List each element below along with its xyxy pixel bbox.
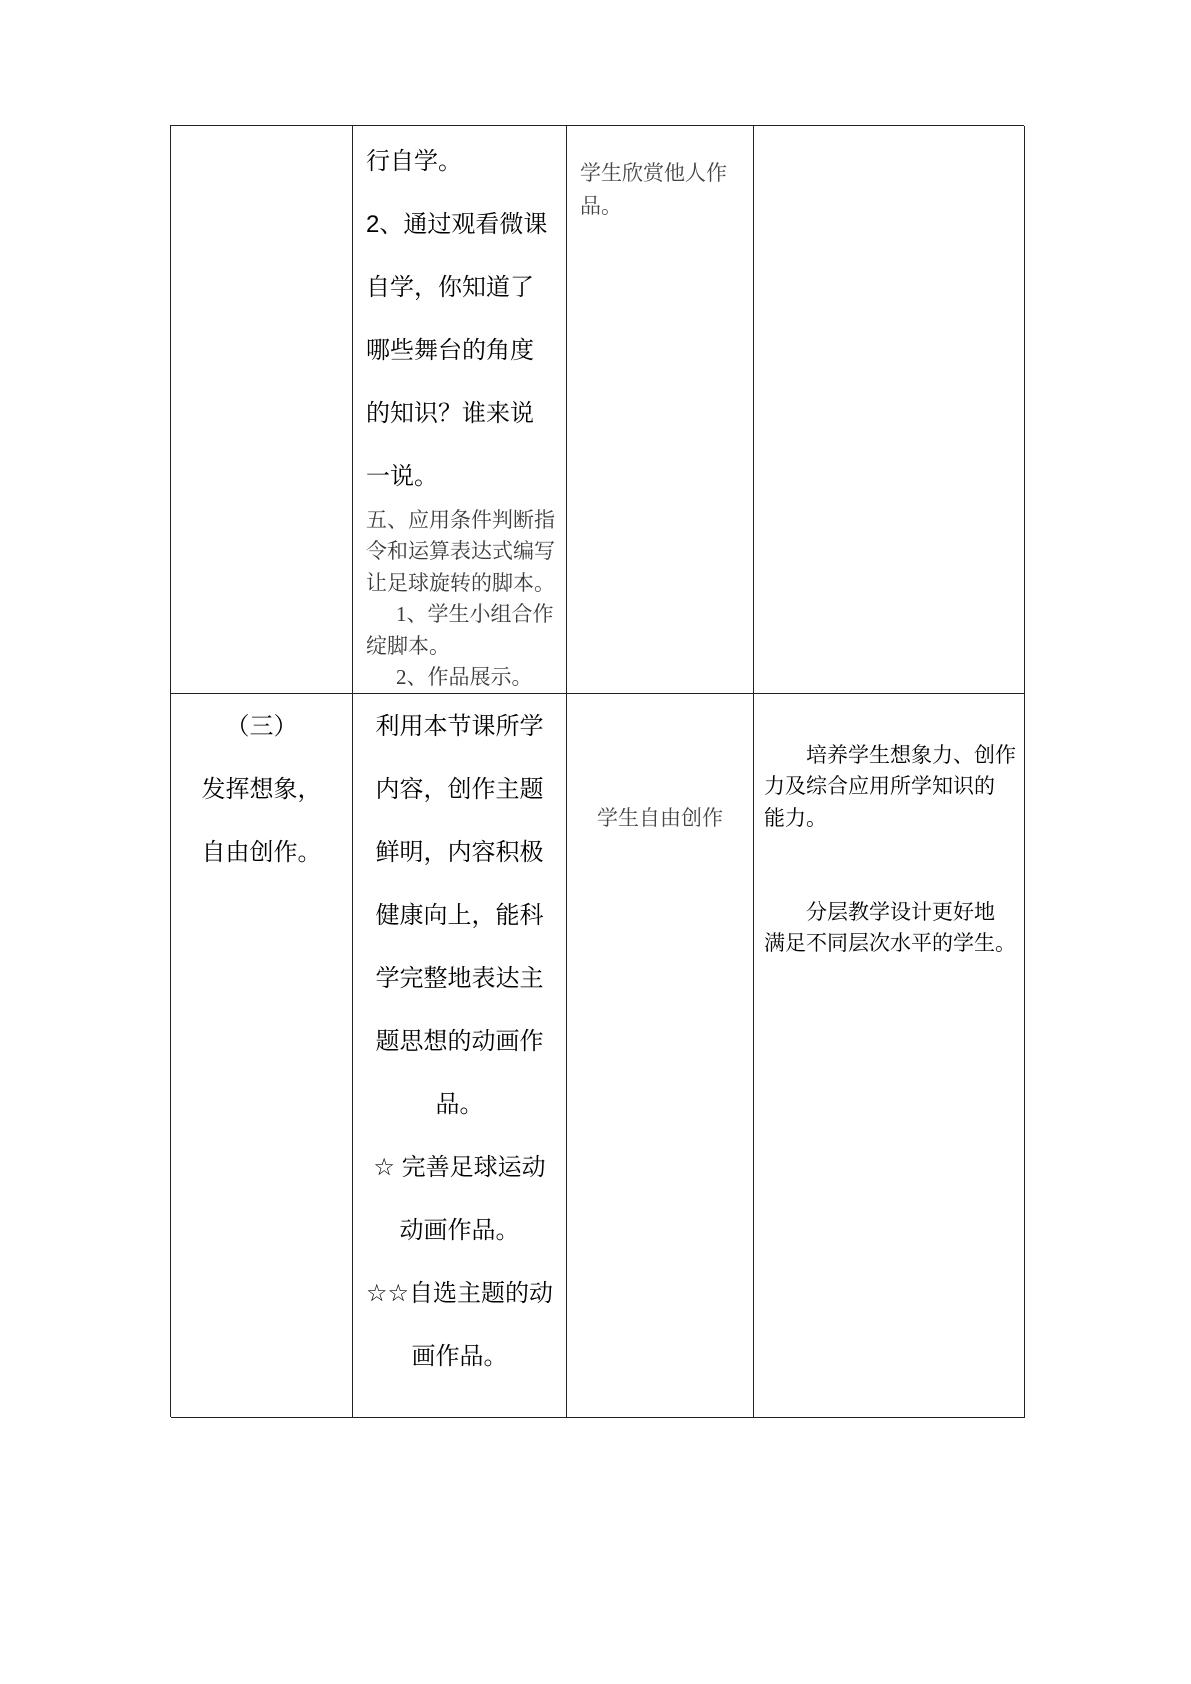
text-line: 品。 bbox=[580, 194, 622, 218]
text-line: 鲜明，内容积极 bbox=[375, 839, 544, 866]
text-line: 绽脚本。 bbox=[366, 633, 450, 658]
text-line: 动画作品。 bbox=[399, 1217, 520, 1244]
cell-r1-c4 bbox=[754, 126, 1025, 694]
text-line: 一说。 bbox=[366, 463, 438, 490]
text-line: 五、应用条件判断指 bbox=[366, 508, 555, 532]
text-line: 自由创作。 bbox=[201, 839, 322, 866]
cell-r1-c1 bbox=[171, 126, 353, 694]
cell-r1-c3 bbox=[567, 126, 754, 694]
text-line: 题思想的动画作 bbox=[375, 1028, 544, 1055]
r2-c2-text bbox=[353, 695, 566, 1388]
r2-c4-paragraph-2 bbox=[764, 897, 1016, 960]
text-line: 品。 bbox=[435, 1091, 484, 1118]
text-line: 令和运算表达式编写 bbox=[366, 539, 555, 564]
text-line: 学生自由创作 bbox=[597, 806, 723, 830]
text-line: ☆☆自选主题的动 bbox=[365, 1280, 554, 1307]
text-line: 分层教学设计更好地 bbox=[806, 901, 995, 924]
cell-r2-c2 bbox=[353, 694, 567, 1418]
text-line: 能力。 bbox=[764, 806, 827, 830]
text-line: 2、作品展示。 bbox=[396, 665, 533, 690]
text-line: 的知识？谁来说 bbox=[366, 400, 534, 427]
text-line: 行自学。 bbox=[366, 148, 462, 175]
lesson-table bbox=[170, 125, 1024, 1417]
text-line: 培养学生想象力、创作 bbox=[806, 744, 1016, 767]
cell-r2-c3 bbox=[567, 694, 754, 1418]
r1-c3-text bbox=[580, 157, 727, 223]
text-line: 画作品。 bbox=[411, 1343, 508, 1370]
r1-c2-sub-text bbox=[366, 505, 555, 693]
text-line: 1、学生小组合作 bbox=[396, 602, 554, 627]
cell-r2-c1 bbox=[171, 694, 353, 1418]
text-line: 力及综合应用所学知识的 bbox=[764, 775, 995, 799]
cell-r1-c2 bbox=[353, 126, 567, 694]
text-line: 2、通过观看微课 bbox=[366, 211, 548, 238]
text-line: 满足不同层次水平的学生。 bbox=[764, 932, 1016, 956]
r2-c1-section-title bbox=[171, 695, 352, 884]
r2-c4-paragraph-1 bbox=[764, 740, 1016, 834]
r1-c2-main-text bbox=[366, 130, 547, 508]
r2-c3-text bbox=[567, 802, 753, 835]
text-line: 学完整地表达主 bbox=[375, 965, 544, 992]
cell-r2-c4 bbox=[754, 694, 1025, 1418]
text-line: 利用本节课所学 bbox=[375, 713, 544, 740]
text-line: 自学，你知道了 bbox=[366, 274, 534, 301]
text-line: 健康向上，能科 bbox=[375, 902, 544, 929]
text-line: 哪些舞台的角度 bbox=[366, 337, 534, 364]
text-line: ☆ 完善足球运动 bbox=[373, 1154, 546, 1181]
text-line: 内容，创作主题 bbox=[375, 776, 544, 803]
text-line: 学生欣赏他人作 bbox=[580, 161, 727, 185]
text-line: 发挥想象， bbox=[201, 776, 322, 803]
text-line: 让足球旋转的脚本。 bbox=[366, 570, 555, 595]
text-line: （三） bbox=[225, 713, 298, 740]
